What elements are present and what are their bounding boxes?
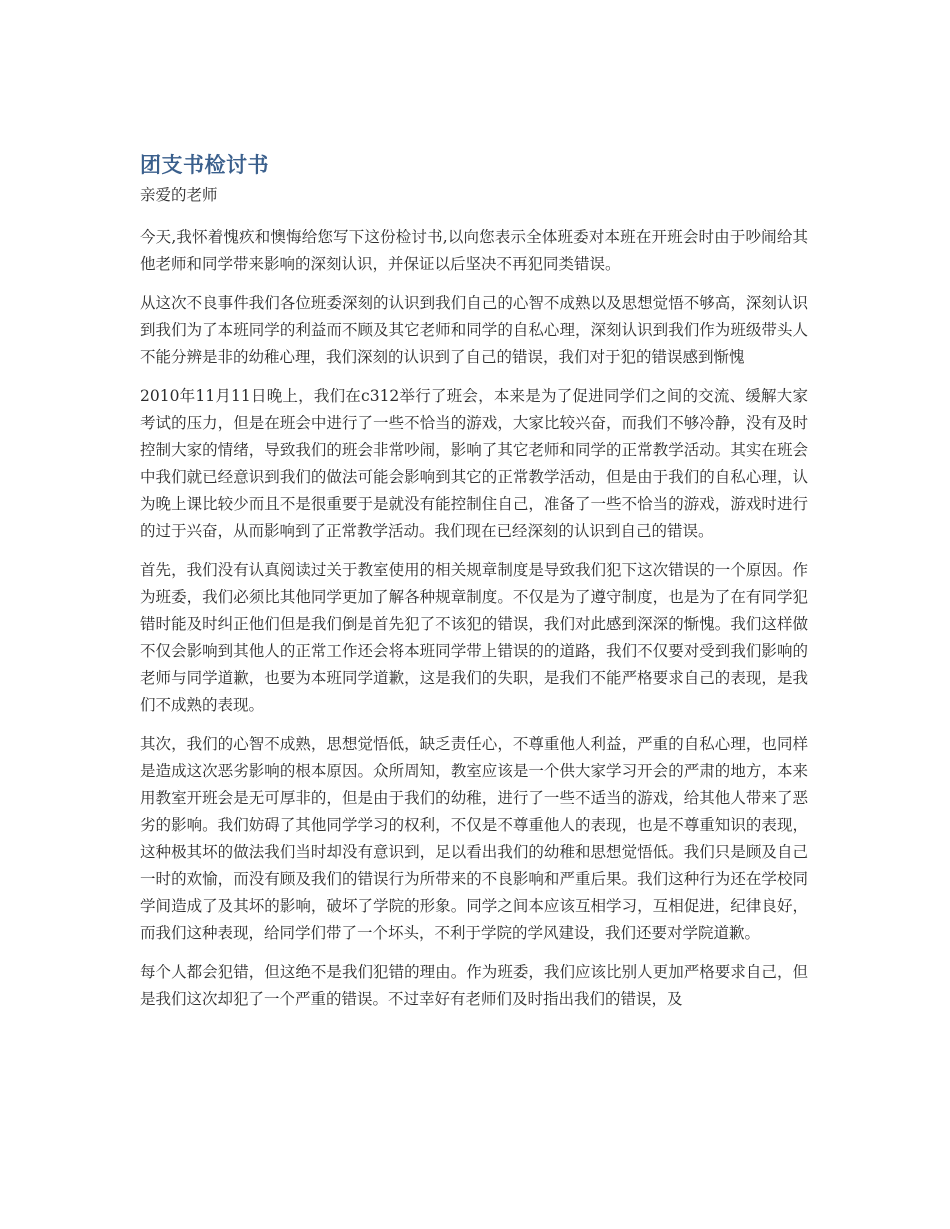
paragraph-1: 今天,我怀着愧疚和懊悔给您写下这份检讨书,以向您表示全体班委对本班在开班会时由于吵闹给其他老师和同学带来影响的深刻认识，并保证以后坚决不再犯同类错误。 xyxy=(140,228,808,273)
paragraph-4: 首先，我们没有认真阅读过关于教室使用的相关规章制度是导致我们犯下这次错误的一个原因。作为班委，我们必须比其他同学更加了解各种规章制度。不仅是为了遵守制度，也是为了在有同学犯错时能及时纠正他们但是我们倒是首先犯了不该犯的错误，我们对此感到深深的惭愧。我们这样做不仅会影响到其他人的正常工作还会将本班同学带上错误的的道路，我们不仅要对受到我们影响的老师与同学道歉，也要为本班同学道歉，这是我们的失职，是我们不能严格要求自己的表现，是我们不成熟的表现。 xyxy=(140,561,808,714)
paragraph-5: 其次，我们的心智不成熟，思想觉悟低，缺乏责任心，不尊重他人利益，严重的自私心理，也同样是造成这次恶劣影响的根本原因。众所周知，教室应该是一个供大家学习开会的严肃的地方，本来用教室开班会是无可厚非的，但是由于我们的幼稚，进行了一些不适当的游戏，给其他人带来了恶劣的影响。我们妨碍了其他同学学习的权利，不仅是不尊重他人的表现，也是不尊重知识的表现，这种极其坏的做法我们当时却没有意识到，足以看出我们的幼稚和思想觉悟低。我们只是顾及自己一时的欢愉，而没有顾及我们的错误行为所带来的不良影响和严重后果。我们这种行为还在学校同学间造成了及其坏的影响，破坏了学院的形象。同学之间本应该互相学习，互相促进，纪律良好，而我们这种表现，给同学们带了一个坏头，不利于学院的学风建设，我们还要对学院道歉。 xyxy=(140,735,808,942)
paragraph-2: 从这次不良事件我们各位班委深刻的认识到我们自己的心智不成熟以及思想觉悟不够高，深刻认识到我们为了本班同学的利益而不顾及其它老师和同学的自私心理，深刻认识到我们作为班级带头人不能分辨是非的幼稚心理，我们深刻的认识到了自己的错误，我们对于犯的错误感到惭愧 xyxy=(140,294,808,366)
paragraph-3: 2010年11月11日晚上，我们在c312举行了班会，本来是为了促进同学们之间的交流、缓解大家考试的压力，但是在班会中进行了一些不恰当的游戏，大家比较兴奋，而我们不够冷静，没有及时控制大家的情绪，导致我们的班会非常吵闹，影响了其它老师和同学的正常教学活动。其实在班会中我们就已经意识到我们的做法可能会影响到其它的正常教学活动，但是由于我们的自私心理，认为晚上课比较少而且不是很重要于是就没有能控制住自己，准备了一些不恰当的游戏，游戏时进行的过于兴奋，从而影响到了正常教学活动。我们现在已经深刻的认识到自己的错误。 xyxy=(140,387,808,540)
document-title: 团支书检讨书 xyxy=(140,153,269,177)
salutation: 亲爱的老师 xyxy=(140,186,218,204)
paragraph-6: 每个人都会犯错，但这绝不是我们犯错的理由。作为班委，我们应该比别人更加严格要求自己，但是我们这次却犯了一个严重的错误。不过幸好有老师们及时指出我们的错误，及 xyxy=(140,963,808,1008)
document-page xyxy=(140,150,808,1025)
